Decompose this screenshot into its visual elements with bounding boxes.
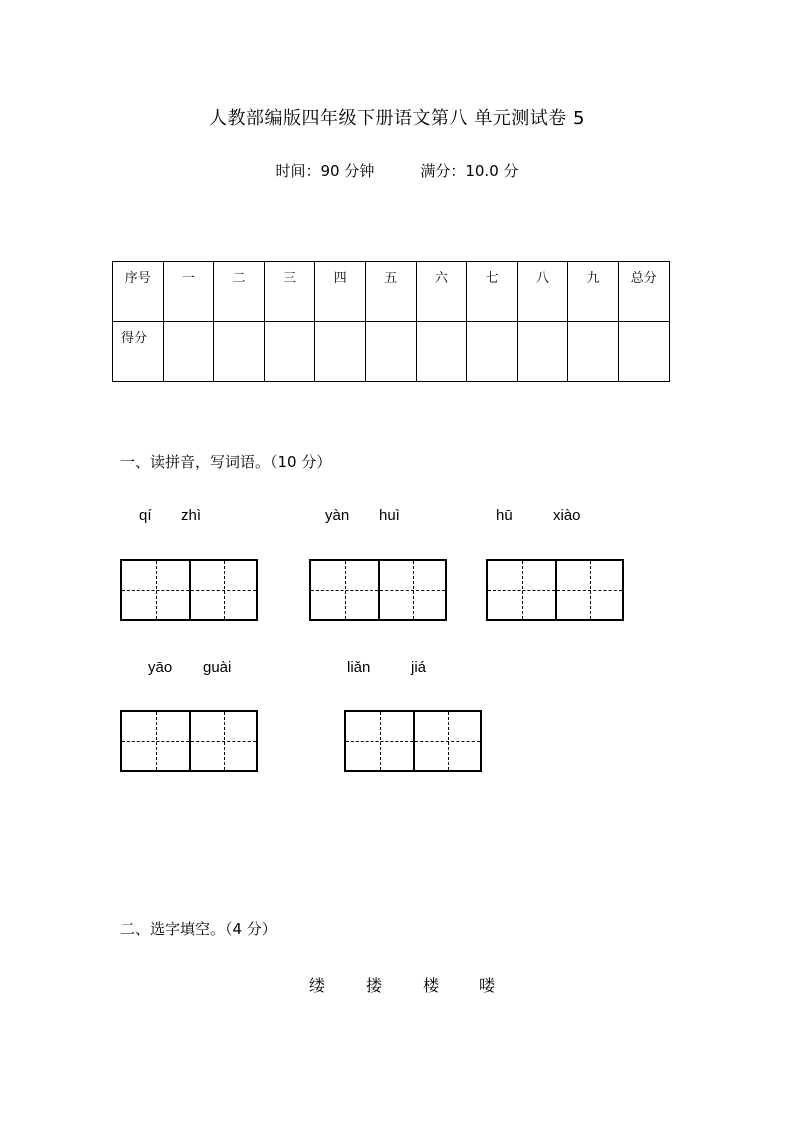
- tianzige-cell[interactable]: [189, 561, 256, 619]
- score-row-label: 得分: [113, 322, 164, 382]
- tianzige-box[interactable]: [486, 559, 624, 621]
- tianzige-cell[interactable]: [311, 561, 378, 619]
- score-table: [112, 261, 670, 382]
- score-table-header: 七: [467, 262, 518, 322]
- score-cell[interactable]: [264, 322, 315, 382]
- score-table-header: 九: [568, 262, 619, 322]
- choice-character: 喽: [479, 976, 496, 995]
- pinyin-syllable: jiá: [411, 659, 427, 676]
- tianzige-box[interactable]: [309, 559, 447, 621]
- score-table-header: 三: [264, 262, 315, 322]
- score-table-header: 六: [416, 262, 467, 322]
- tianzige-cell[interactable]: [122, 561, 189, 619]
- score-table-header: 八: [517, 262, 568, 322]
- section1-heading: 一、读拼音，写词语。（10 分）: [120, 453, 332, 471]
- pinyin-syllable: liǎn: [347, 659, 371, 676]
- score-table-header: 总分: [618, 262, 669, 322]
- score-cell[interactable]: [467, 322, 518, 382]
- pinyin-syllable: zhì: [181, 507, 202, 524]
- pinyin-syllable: xiào: [553, 507, 581, 524]
- score-cell[interactable]: [517, 322, 568, 382]
- score-table-header: 四: [315, 262, 366, 322]
- tianzige-cell[interactable]: [555, 561, 622, 619]
- pinyin-syllable: guài: [203, 659, 232, 676]
- choice-character: 楼: [423, 976, 440, 995]
- choice-character: 缕: [309, 976, 326, 995]
- score-table-header: 二: [214, 262, 265, 322]
- tianzige-box[interactable]: [344, 710, 482, 772]
- tianzige-cell[interactable]: [122, 712, 189, 770]
- score-table-header: 序号: [113, 262, 164, 322]
- score-cell[interactable]: [365, 322, 416, 382]
- pinyin-syllable: yāo: [148, 659, 173, 676]
- tianzige-cell[interactable]: [413, 712, 480, 770]
- page-title: 人教部编版四年级下册语文第八 单元测试卷 5: [209, 108, 585, 129]
- tianzige-box[interactable]: [120, 559, 258, 621]
- tianzige-cell[interactable]: [488, 561, 555, 619]
- score-cell[interactable]: [214, 322, 265, 382]
- tianzige-cell[interactable]: [189, 712, 256, 770]
- score-cell[interactable]: [618, 322, 669, 382]
- score-table-header: 五: [365, 262, 416, 322]
- full-score: 满分：10.0 分: [420, 162, 519, 180]
- pinyin-syllable: hū: [496, 507, 513, 524]
- pinyin-syllable: huì: [379, 507, 400, 524]
- score-table-header: 一: [163, 262, 214, 322]
- score-cell[interactable]: [416, 322, 467, 382]
- time-limit: 时间：90 分钟: [275, 162, 375, 180]
- choice-character: 搂: [366, 976, 383, 995]
- score-cell[interactable]: [163, 322, 214, 382]
- tianzige-cell[interactable]: [378, 561, 445, 619]
- score-cell[interactable]: [568, 322, 619, 382]
- pinyin-syllable: qí: [139, 507, 152, 524]
- score-table-score-row: [113, 322, 670, 382]
- score-table-header-row: [113, 262, 670, 322]
- pinyin-syllable: yàn: [325, 507, 350, 524]
- tianzige-box[interactable]: [120, 710, 258, 772]
- exam-info: [0, 160, 794, 181]
- score-cell[interactable]: [315, 322, 366, 382]
- section2-heading: 二、选字填空。（4 分）: [120, 920, 277, 938]
- tianzige-cell[interactable]: [346, 712, 413, 770]
